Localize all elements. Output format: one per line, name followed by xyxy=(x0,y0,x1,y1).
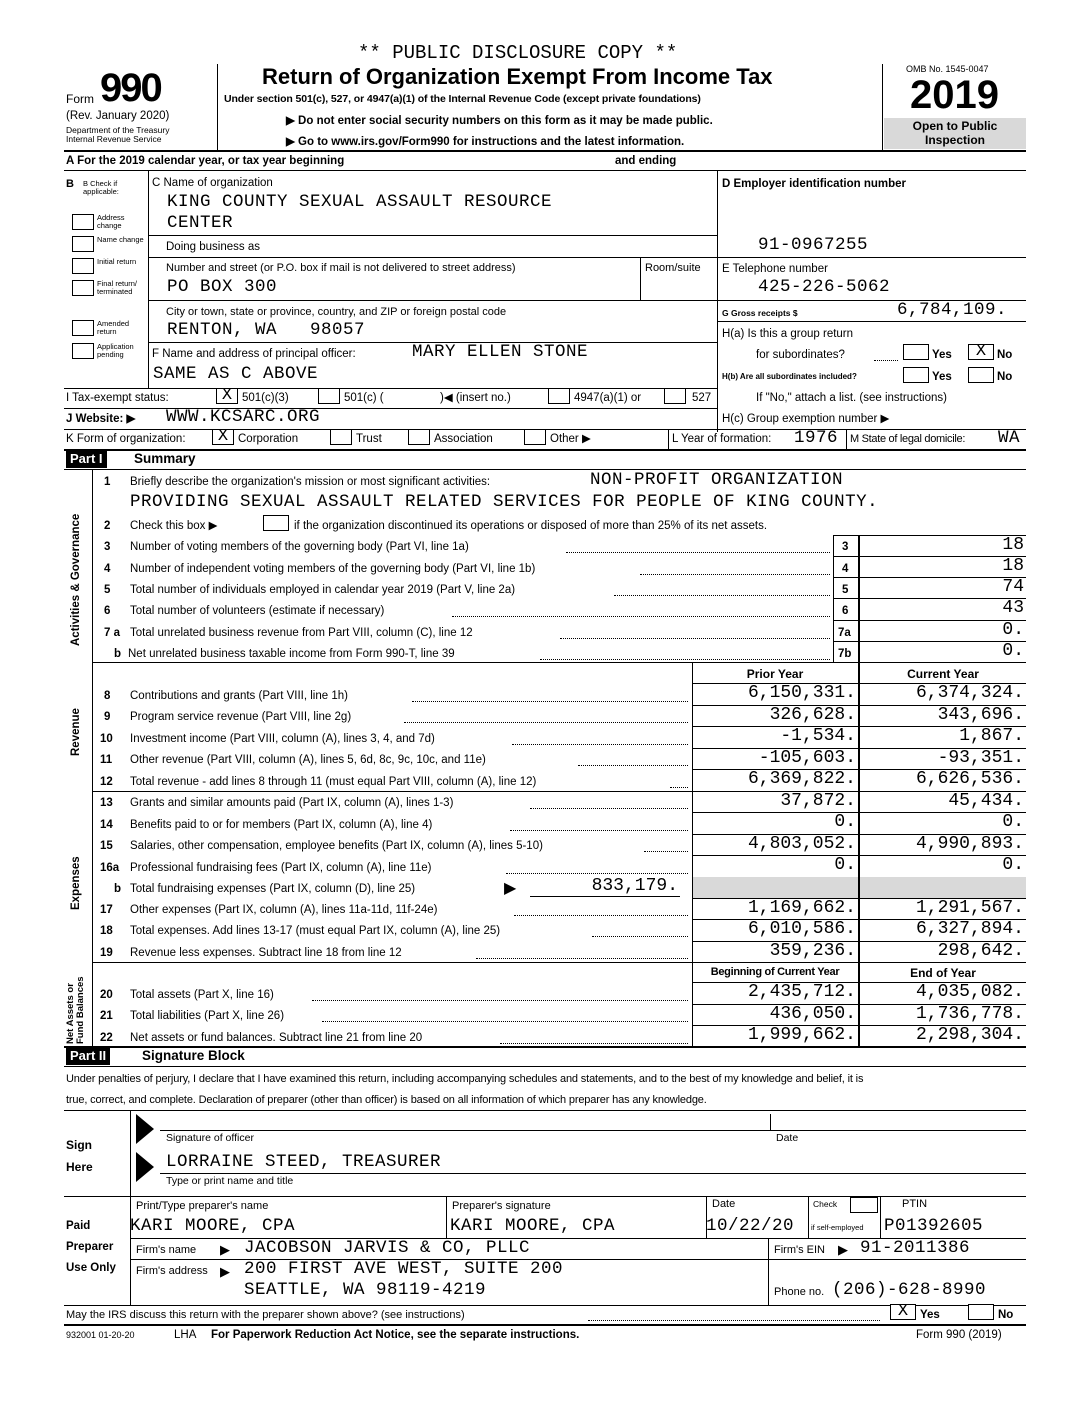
room-suite-label: Room/suite xyxy=(645,262,701,274)
street-address: PO BOX 300 xyxy=(167,277,278,297)
col-current-year: Current Year xyxy=(907,667,979,681)
paid-label: Paid xyxy=(66,1220,91,1232)
officer-name: MARY ELLEN STONE xyxy=(412,342,589,362)
line7a-box: 7a xyxy=(838,627,851,639)
col-prior-year: Prior Year xyxy=(746,667,804,681)
side-activities-governance: Activities & Governance xyxy=(70,513,82,646)
line18-label: Total expenses. Add lines 13-17 (must equal Part IX, column (A), line 25) xyxy=(130,925,501,937)
line20-label: Total assets (Part X, line 16) xyxy=(130,989,274,1001)
line8-label: Contributions and grants (Part VIII, line 1h) xyxy=(130,690,348,702)
line-num: 7 a xyxy=(104,627,120,639)
address-change-label: Address change xyxy=(97,213,125,230)
name-change-checkbox[interactable] xyxy=(72,236,94,252)
gross-receipts-label: G Gross receipts $ xyxy=(722,308,798,318)
city-state-zip: RENTON, WA 98057 xyxy=(167,320,366,340)
line16b-arrow: ▶ xyxy=(504,880,517,897)
line16a-label: Professional fundraising fees (Part IX, column (A), line 11e) xyxy=(130,862,432,874)
firm-address-line1: 200 FIRST AVE WEST, SUITE 200 xyxy=(244,1259,564,1279)
officer-address: SAME AS C ABOVE xyxy=(153,364,319,384)
attach-list-note: If "No," attach a list. (see instructions) xyxy=(756,392,947,404)
all-subordinates-label: H(b) Are all subordinates included? xyxy=(722,372,857,381)
firm-ein-value: 91-2011386 xyxy=(860,1238,971,1258)
line7b-box: 7b xyxy=(838,648,852,660)
trust-label: Trust xyxy=(356,433,382,445)
phone-label: Phone no. xyxy=(774,1286,825,1298)
form-number: 990 xyxy=(100,66,161,110)
line20-prior: 2,435,712. xyxy=(747,982,856,1002)
discuss-no-checkbox[interactable] xyxy=(968,1304,994,1320)
status-501c-checkbox[interactable] xyxy=(318,388,340,404)
prep-date-value: 10/22/20 xyxy=(706,1216,795,1236)
mission-line2: PROVIDING SEXUAL ASSAULT RELATED SERVICES FOR PEOPLE OF KING COUNTY. xyxy=(130,492,879,512)
status-527-label: 527 xyxy=(692,392,712,404)
line15-prior: 4,803,052. xyxy=(747,834,856,854)
line16a-current: 0. xyxy=(1002,855,1024,875)
line17-label: Other expenses (Part IX, column (A), lines 11a-11d, 11f-24e) xyxy=(130,904,438,916)
line12-current: 6,626,536. xyxy=(915,769,1024,789)
line10-current: 1,867. xyxy=(959,726,1024,746)
line-num: 19 xyxy=(100,947,113,959)
firm-address-label: Firm's address xyxy=(136,1265,208,1277)
footer-paperwork: For Paperwork Reduction Act Notice, see the separate instructions. xyxy=(211,1329,580,1341)
open-public-line2: Inspection xyxy=(924,133,985,147)
line7a-label: Total unrelated business revenue from Part VIII, column (C), line 12 xyxy=(130,627,473,639)
line2-rest: if the organization discontinued its operations or disposed of more than 25% of its net assets. xyxy=(294,520,768,532)
line-num: 5 xyxy=(104,584,111,596)
subordinates-no-label: No xyxy=(997,371,1013,383)
line-num: 10 xyxy=(100,733,113,745)
initial-return-checkbox[interactable] xyxy=(72,258,94,274)
line4-value: 18 xyxy=(1002,556,1024,576)
line-num: 9 xyxy=(104,711,111,723)
line10-label: Investment income (Part VIII, column (A), lines 3, 4, and 7d) xyxy=(130,733,435,745)
status-4947-label: 4947(a)(1) or xyxy=(574,392,642,404)
footer-code: 932001 01-20-20 xyxy=(66,1330,135,1340)
irs-label: Internal Revenue Service xyxy=(66,134,162,144)
application-pending-label: Application pending xyxy=(97,342,134,359)
status-501c-label: 501(c) ( xyxy=(344,392,384,404)
prep-sig-label: Preparer's signature xyxy=(452,1200,551,1212)
form-990-page: ** PUBLIC DISCLOSURE COPY ** Form 990 (Rev. January 2020) Department of the Treasury Internal Revenue Service Return of Organization Exempt From Income Tax Under section 501(c), 527, or 4947(a)(1) of the Internal Revenue Code (except private foundations) ▶ Do not enter social security numbers on this form as it may be made public. ▶ Go to www.irs.gov/Form990 for instructions and the latest information. OMB No. 1545-0047 2019 Open to Public Inspection A For the 2019 calendar year, or tax year beginning and ending B B Check if applicable: Address change Name change Initial return Final return/ terminated Amended return Application pending C Name of organization KING COUNTY SEXUAL ASSAULT RESOURCE CENTER Doing business as Number and street (or P.O. box if mail is not delivered to street address) Room/suite PO BOX 300 City or town, state or province, country, and ZIP or foreign postal code RENTON, WA 98057 F Name and address of principal officer: MARY ELLEN STONE SAME AS C ABOVE D Employer identification number 91-0967255 E Telephone number 425-226-5062 G Gross receipts $ 6,784,109. H(a) Is this a group return for subordinates? Yes X No H(b) Are all subordinates included? Yes No If "No," attach a list. (see instructions) H(c) Group exemption number ▶ I Tax-exempt status: X 501(c)(3) 501(c) ( )◀ (insert no.) 4947(a)(1) or 527 J Website: ▶ WWW.KCSARC.ORG K Form of organization: X Corporation Trust Association Other ▶ L Year of formation: 1976 M State of legal domicile: WA Part I Summary Activities & Governance Revenue Expenses Net Assets or Fund Balances 1 Briefly describe the organization's mission or most significant activities: NON-PROFIT ORGANIZATION PROVIDING SEXUAL ASSAULT RELATED SERVICES FOR PEOPLE OF KING COUNTY. 2 Check this box ▶ if the organization discontinued its operations or disposed of more than 25% of its net assets. 3 Number of voting members of the governing body (Part VI, line 1a) 3 18 4 Number of independent voting members of the governing body (Part VI, line 1b) 4 18 5 Total number of individuals employed in calendar year 2019 (Part V, line 2a) 5 74 6 Total number of volunteers (estimate if necessary) 6 43 7 a Total unrelated business revenue from Part VIII, column (C), line 12 7a 0. b Net unrelated business taxable income from Form 990-T, line 39 7b 0. Prior Year Current Year 8 Contributions and grants (Part VIII, line 1h) 6,150,331. 6,374,324. 9 Program service revenue (Part VIII, line 2g) 326,628. 343,696. 10 Investment income (Part VIII, column (A), lines 3, 4, and 7d) -1,534. 1,867. 11 Other revenue (Part VIII, column (A), lines 5, 6d, 8c, 9c, 10c, and 11e) -105,603. -93,351. 12 Total revenue - add lines 8 through 11 (must equal Part VIII, column (A), line 12) 6,369,822. 6,626,536. 13 Grants and similar amounts paid (Part IX, column (A), lines 1-3) 37,872. 45,434. 14 Benefits paid to or for members (Part IX, column (A), line 4) 0. 0. 15 Salaries, other compensation, employee benefits (Part IX, column (A), lines 5-10) 4,803,052. 4,990,893. 16a Professional fundraising fees (Part IX, column (A), line 11e) 0. 0. b Total fundraising expenses (Part IX, column (D), line 25) ▶ 833,179. 17 Other expenses (Part IX, column (A), lines 11a-11d, 11f-24e) 1,169,662. 1,291,567. 18 Total expenses. Add lines 13-17 (must equal Part IX, column (A), line 25) 6,010,586. 6,327,894. 19 Revenue less expenses. Subtract line 18 from line 12 359,236. 298,642. Beginning of Current Year End of Year 20 Total assets (Part X, line 16) 2,435,712. 4,035,082. 21 Total liabilities (Part X, line 26) 436,050. 1,736,778. 22 Net assets or fund balances. Subtract line 21 from line 20 1,999,662. 2,298,304. Part II Signature Block Under penalties of perjury, I declare that I have examined this return, including accompanying schedules and statements, and to the best of my knowledge and belief, it is true, correct, and complete. Declaration of preparer (other than officer) is based on all information of which preparer has any knowledge. Sign Here Signature of officer Date LORRAINE STEED, TREASURER Type or print name and title Paid Preparer Use Only Print/Type preparer's name Preparer's signature Date Check if self-employed PTIN KARI MOORE, CPA KARI MOORE, CPA 10/22/20 P01392605 Firm's name ▶ JACOBSON JARVIS & CO, PLLC Firm's EIN ▶ 91-2011386 Firm's address ▶ 200 FIRST AVE WEST, SUITE 200 SEATTLE, WA 98119-4219 Phone no. (206)-628-8990 May the IRS discuss this return with the preparer shown above? (see instructions) X Yes No 932001 01-20-20 LHA For Paperwork Reduction Act Notice, see the separate instructions. Form 990 (2019) xyxy=(65,42,1024,1341)
line18-current: 6,327,894. xyxy=(915,919,1024,939)
type-name-label: Type or print name and title xyxy=(166,1175,294,1187)
penalty-line2: true, correct, and complete. Declaration of preparer (other than officer) is based on all information of which preparer has any knowledge. xyxy=(66,1094,707,1106)
trust-checkbox[interactable] xyxy=(330,429,352,445)
state-domicile-value: WA xyxy=(998,428,1021,448)
preparer-label: Preparer xyxy=(66,1241,114,1253)
line22-label: Net assets or fund balances. Subtract line 21 from line 20 xyxy=(130,1032,423,1044)
footer-form: Form 990 (2019) xyxy=(916,1329,1002,1341)
line4-label: Number of independent voting members of the governing body (Part VI, line 1b) xyxy=(130,563,536,575)
line19-current: 298,642. xyxy=(937,941,1024,961)
officer-label: F Name and address of principal officer: xyxy=(152,348,356,360)
org-form-label: K Form of organization: xyxy=(66,433,186,445)
city-label: City or town, state or province, country, and ZIP or foreign postal code xyxy=(166,306,507,318)
line14-prior: 0. xyxy=(834,812,856,832)
line1-label: Briefly describe the organization's mission or most significant activities: xyxy=(130,476,491,488)
firm-ein-label: Firm's EIN xyxy=(774,1244,825,1256)
amended-return-label: Amended return xyxy=(97,319,130,336)
other-label: Other ▶ xyxy=(550,433,591,445)
line19-prior: 359,236. xyxy=(769,941,856,961)
officer-name-title: LORRAINE STEED, TREASURER xyxy=(166,1152,442,1172)
line20-current: 4,035,082. xyxy=(915,982,1024,1002)
line-num: 16a xyxy=(100,862,120,874)
website-notice: ▶ Go to www.irs.gov/Form990 for instructions and the latest information. xyxy=(286,136,685,148)
line8-current: 6,374,324. xyxy=(915,683,1024,703)
line16b-value: 833,179. xyxy=(591,876,678,896)
line21-current: 1,736,778. xyxy=(915,1004,1024,1024)
ssn-notice: ▶ Do not enter social security numbers on this form as it may be made public. xyxy=(286,115,713,127)
line16b-label: Total fundraising expenses (Part IX, column (D), line 25) xyxy=(130,883,416,895)
side-expenses: Expenses xyxy=(70,856,82,910)
line9-label: Program service revenue (Part VIII, line 2g) xyxy=(130,711,352,723)
line-num: 21 xyxy=(100,1010,113,1022)
line14-label: Benefits paid to or for members (Part IX, column (A), line 4) xyxy=(130,819,433,831)
phone-value: (206)-628-8990 xyxy=(832,1280,987,1300)
mission-line1: NON-PROFIT ORGANIZATION xyxy=(590,470,844,490)
subordinates-yes-checkbox[interactable] xyxy=(903,367,929,383)
line11-current: -93,351. xyxy=(937,748,1024,768)
line17-prior: 1,169,662. xyxy=(747,898,856,918)
address-change-checkbox[interactable] xyxy=(72,214,94,230)
firm-name-value: JACOBSON JARVIS & CO, PLLC xyxy=(244,1238,531,1258)
telephone-label: E Telephone number xyxy=(722,263,828,275)
firm-name-label: Firm's name xyxy=(136,1244,197,1256)
line-num: 6 xyxy=(104,605,111,617)
line15-label: Salaries, other compensation, employee benefits (Part IX, column (A), lines 5-10) xyxy=(130,840,543,852)
group-return-label: H(a) Is this a group return xyxy=(722,328,854,340)
amended-return-checkbox[interactable] xyxy=(72,320,94,336)
discuss-yes-label: Yes xyxy=(920,1309,940,1321)
street-label: Number and street (or P.O. box if mail is not delivered to street address) xyxy=(166,262,516,274)
line-a-label: A For the 2019 calendar year, or tax year beginning xyxy=(66,155,345,167)
line22-prior: 1,999,662. xyxy=(747,1025,856,1045)
firm-name-arrow-icon: ▶ xyxy=(220,1242,230,1257)
line13-label: Grants and similar amounts paid (Part IX, column (A), lines 1-3) xyxy=(130,797,454,809)
firm-ein-arrow-icon: ▶ xyxy=(838,1242,848,1257)
form-title: Return of Organization Exempt From Income Tax xyxy=(262,64,773,89)
other-checkbox[interactable] xyxy=(524,429,546,445)
line14-current: 0. xyxy=(1002,812,1024,832)
check-label: Check xyxy=(813,1199,838,1209)
line-num: 22 xyxy=(100,1032,113,1044)
initial-return-label: Initial return xyxy=(97,257,137,266)
line-num: 11 xyxy=(100,754,113,766)
group-exemption-label: H(c) Group exemption number ▶ xyxy=(722,413,890,425)
sign-label: Sign xyxy=(66,1138,92,1152)
prep-name-value: KARI MOORE, CPA xyxy=(130,1216,296,1236)
line11-label: Other revenue (Part VIII, column (A), lines 5, 6d, 8c, 9c, 10c, and 11e) xyxy=(130,754,486,766)
gross-receipts-value: 6,784,109. xyxy=(897,300,1008,320)
omb-number: OMB No. 1545-0047 xyxy=(906,64,989,74)
here-label: Here xyxy=(66,1160,93,1174)
telephone-value: 425-226-5062 xyxy=(758,277,891,297)
sign-date-label: Date xyxy=(776,1132,799,1144)
tax-year: 2019 xyxy=(910,73,999,117)
line13-prior: 37,872. xyxy=(780,791,856,811)
website-value: WWW.KCSARC.ORG xyxy=(166,407,321,427)
line5-box: 5 xyxy=(842,584,849,596)
final-return-checkbox[interactable] xyxy=(72,280,94,296)
line21-label: Total liabilities (Part X, line 26) xyxy=(130,1010,285,1022)
self-employed-checkbox[interactable] xyxy=(850,1197,878,1213)
status-insert-label: )◀ (insert no.) xyxy=(440,392,511,404)
footer-lha: LHA xyxy=(174,1329,197,1341)
line4-box: 4 xyxy=(842,563,849,575)
line-num: 17 xyxy=(100,904,113,916)
name-change-label: Name change xyxy=(97,235,144,244)
dba-label: Doing business as xyxy=(166,241,260,253)
line8-prior: 6,150,331. xyxy=(747,683,856,703)
line3-box: 3 xyxy=(842,541,849,553)
discuss-question: May the IRS discuss this return with the preparer shown above? (see instructions) xyxy=(66,1309,465,1321)
line7b-value: 0. xyxy=(1002,641,1024,661)
line13-current: 45,434. xyxy=(948,791,1024,811)
org-name-line2: CENTER xyxy=(167,213,234,233)
open-to-public-box xyxy=(884,118,1026,149)
line11-prior: -105,603. xyxy=(758,748,856,768)
association-label: Association xyxy=(434,433,493,445)
ptin-value: P01392605 xyxy=(884,1216,984,1236)
corporation-checkbox[interactable]: X xyxy=(212,429,234,445)
prep-name-label: Print/Type preparer's name xyxy=(136,1200,269,1212)
subordinates-no-checkbox[interactable] xyxy=(968,367,994,383)
line7a-value: 0. xyxy=(1002,620,1024,640)
side-net-assets: Net Assets or Fund Balances xyxy=(65,976,86,1044)
line12-label: Total revenue - add lines 8 through 11 (must equal Part VIII, column (A), line 12) xyxy=(130,776,537,788)
year-formation-label: L Year of formation: xyxy=(672,433,772,445)
line-num: 13 xyxy=(100,797,113,809)
application-pending-checkbox[interactable] xyxy=(72,343,94,359)
subordinates-label: for subordinates? xyxy=(756,349,845,361)
signature-officer-label: Signature of officer xyxy=(166,1132,254,1144)
website-label: J Website: ▶ xyxy=(66,413,136,425)
line-num: 15 xyxy=(100,840,113,852)
rev-date: (Rev. January 2020) xyxy=(66,110,170,122)
ein-label: D Employer identification number xyxy=(722,178,907,190)
penalty-line1: Under penalties of perjury, I declare that I have examined this return, including accompanying schedules and statements, and to the best of my knowledge and belief, it is xyxy=(66,1073,864,1085)
line3-label: Number of voting members of the governing body (Part VI, line 1a) xyxy=(130,541,469,553)
form-label: Form xyxy=(66,92,94,106)
line6-value: 43 xyxy=(1002,598,1024,618)
name-arrow-icon xyxy=(136,1152,154,1182)
line12-prior: 6,369,822. xyxy=(747,769,856,789)
part2-tag: Part II xyxy=(66,1047,110,1065)
association-checkbox[interactable] xyxy=(408,429,430,445)
public-copy-banner: ** PUBLIC DISCLOSURE COPY ** xyxy=(358,42,678,64)
line-num: 8 xyxy=(104,690,111,702)
org-name-line1: KING COUNTY SEXUAL ASSAULT RESOURCE xyxy=(167,192,553,212)
year-formation-value: 1976 xyxy=(794,428,839,448)
status-4947-checkbox[interactable] xyxy=(548,388,570,404)
use-only-label: Use Only xyxy=(66,1262,116,1274)
line7b-label: Net unrelated business taxable income from Form 990-T, line 39 xyxy=(128,648,455,660)
line6-box: 6 xyxy=(842,605,849,617)
line-num: 12 xyxy=(100,776,113,788)
part1-title: Summary xyxy=(134,451,196,466)
line22-current: 2,298,304. xyxy=(915,1025,1024,1045)
open-public-line1: Open to Public xyxy=(912,119,998,133)
state-domicile-label: M State of legal domicile: xyxy=(850,433,966,445)
status-527-checkbox[interactable] xyxy=(664,388,686,404)
department: Department of the Treasury xyxy=(66,125,170,135)
firm-address-arrow-icon: ▶ xyxy=(220,1264,230,1279)
col-beginning-year: Beginning of Current Year xyxy=(710,966,840,978)
line5-label: Total number of individuals employed in calendar year 2019 (Part V, line 2a) xyxy=(130,584,516,596)
self-employed-label: if self-employed xyxy=(811,1223,864,1232)
part1-tag: Part I xyxy=(66,450,107,468)
line-num: 18 xyxy=(100,925,113,937)
status-501c3-checkbox[interactable]: X xyxy=(216,388,238,404)
line10-prior: -1,534. xyxy=(780,726,856,746)
group-return-no-label: No xyxy=(997,349,1013,361)
org-name-label: C Name of organization xyxy=(152,177,273,189)
side-revenue: Revenue xyxy=(70,708,82,756)
discuss-yes-checkbox[interactable]: X xyxy=(890,1304,916,1320)
line-num: b xyxy=(114,648,122,660)
status-501c3-label: 501(c)(3) xyxy=(242,392,289,404)
line9-current: 343,696. xyxy=(937,705,1024,725)
line17-current: 1,291,567. xyxy=(915,898,1024,918)
sign-arrow-icon xyxy=(136,1114,154,1144)
subordinates-yes-label: Yes xyxy=(932,371,952,383)
line-num: b xyxy=(114,883,122,895)
line-num: 20 xyxy=(100,989,113,1001)
prep-sig-value: KARI MOORE, CPA xyxy=(450,1216,616,1236)
line-num: 4 xyxy=(104,563,111,575)
form-subtitle: Under section 501(c), 527, or 4947(a)(1) of the Internal Revenue Code (except private foundations) xyxy=(224,93,701,105)
line-num: 3 xyxy=(104,541,111,553)
firm-address-line2: SEATTLE, WA 98119-4219 xyxy=(244,1280,487,1300)
part2-title: Signature Block xyxy=(142,1048,245,1063)
group-return-no-checkbox[interactable]: X xyxy=(968,344,994,360)
line9-prior: 326,628. xyxy=(769,705,856,725)
line-num: 14 xyxy=(100,819,113,831)
check-applicable-label: B Check if applicable: xyxy=(83,179,119,196)
line5-value: 74 xyxy=(1002,577,1024,597)
tax-exempt-label: I Tax-exempt status: xyxy=(66,392,169,404)
line2-label: Check this box ▶ xyxy=(130,520,218,532)
discuss-no-label: No xyxy=(998,1309,1014,1321)
line21-prior: 436,050. xyxy=(769,1004,856,1024)
ptin-label: PTIN xyxy=(902,1198,928,1210)
line3-value: 18 xyxy=(1002,535,1024,555)
line15-current: 4,990,893. xyxy=(915,834,1024,854)
discontinued-checkbox[interactable] xyxy=(263,515,289,531)
line19-label: Revenue less expenses. Subtract line 18 from line 12 xyxy=(130,947,402,959)
ein-value: 91-0967255 xyxy=(758,235,869,255)
line-a-ending: and ending xyxy=(615,155,677,167)
group-return-yes-checkbox[interactable] xyxy=(903,344,929,360)
prep-date-label: Date xyxy=(712,1198,736,1210)
group-return-yes-label: Yes xyxy=(932,349,952,361)
corporation-label: Corporation xyxy=(238,433,299,445)
line18-prior: 6,010,586. xyxy=(747,919,856,939)
line6-label: Total number of volunteers (estimate if necessary) xyxy=(130,605,385,617)
col-end-year: End of Year xyxy=(910,966,976,980)
line16a-prior: 0. xyxy=(834,855,856,875)
final-return-label: Final return/ terminated xyxy=(97,279,138,296)
